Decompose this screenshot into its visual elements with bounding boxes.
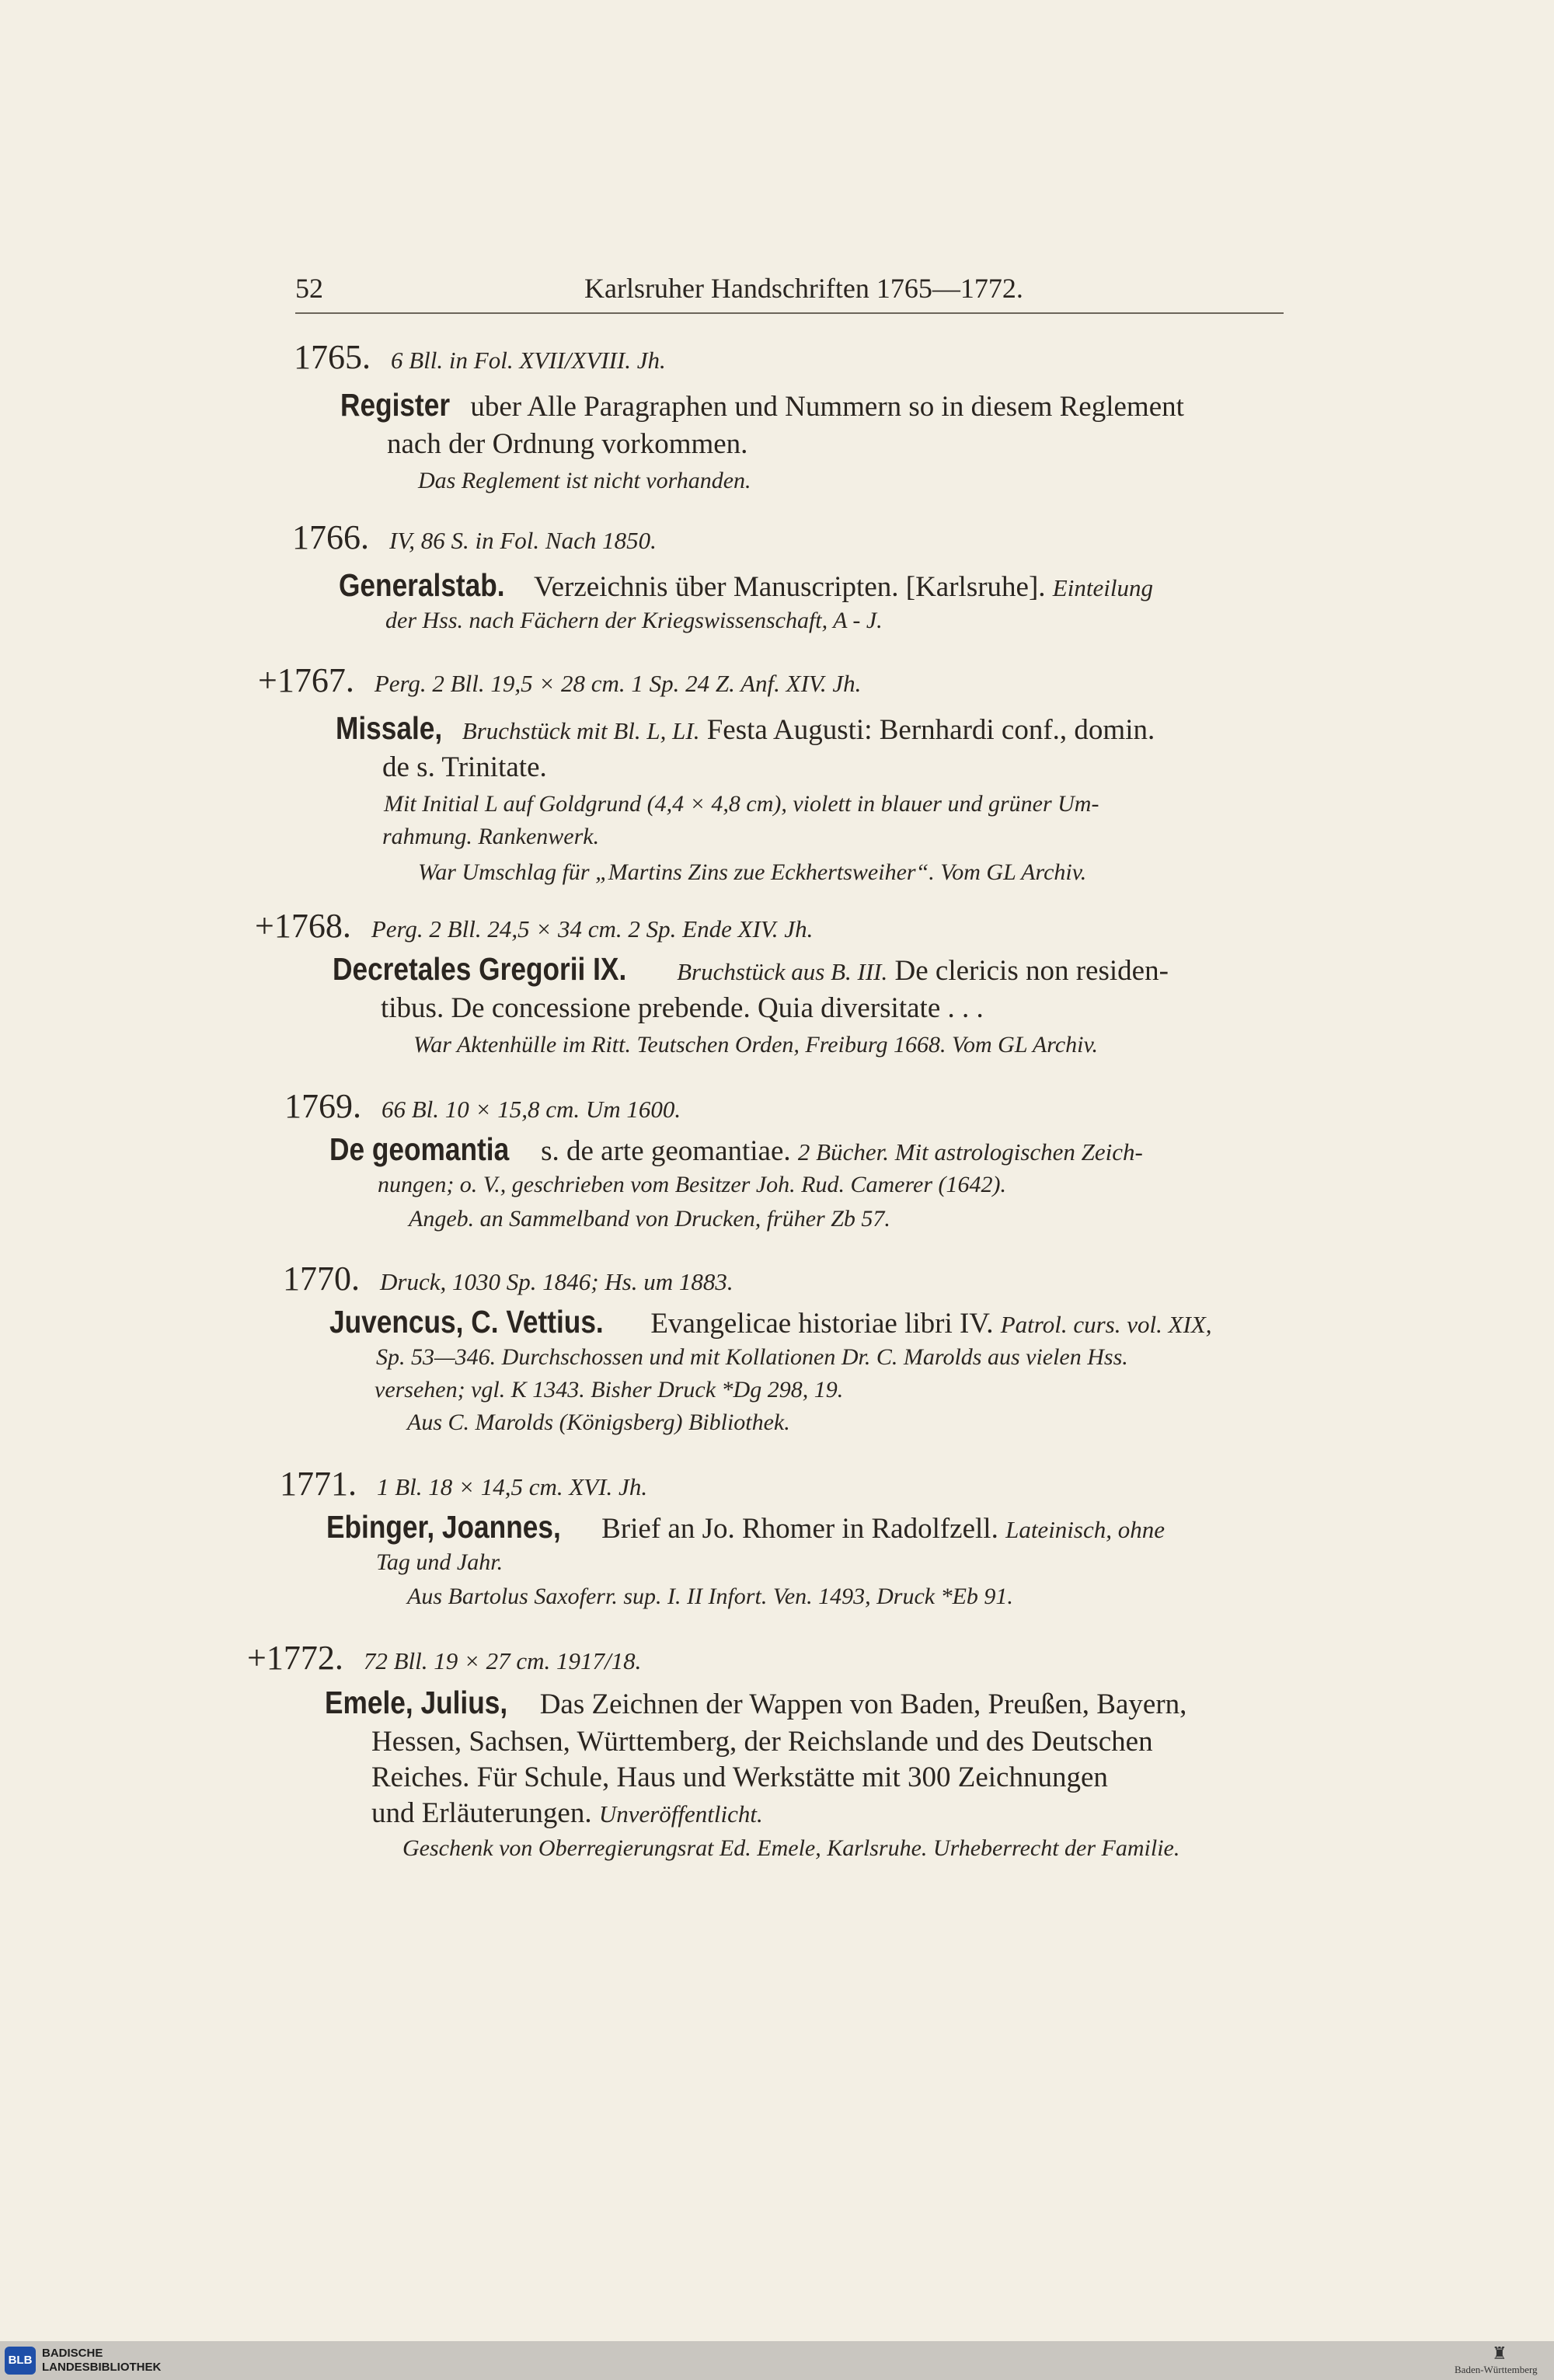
entry-title-line: De geomantia s. de arte geomantiae. 2 Bücher. Mit astrologischen Zeich-: [329, 1131, 1143, 1167]
baden-wuerttemberg-logo: ♜ Baden-Württemberg: [1455, 2343, 1538, 2375]
entry-heading: De geomantia: [329, 1131, 510, 1167]
entry-title-line: Missale, Bruchstück mit Bl. L, LI. Festa Augusti: Bernhardi conf., domin.: [336, 710, 1155, 746]
entry-note: rahmung. Rankenwerk.: [382, 824, 600, 849]
entry-title-line: Juvencus, C. Vettius. Evangelicae historiae libri IV. Patrol. curs. vol. XIX,: [329, 1304, 1212, 1340]
entry-provenance: War Aktenhülle im Ritt. Teutschen Orden, Freiburg 1668. Vom GL Archiv.: [413, 1032, 1099, 1058]
entry-title-line: tibus. De concessione prebende. Quia diversitate . . .: [381, 992, 984, 1024]
entry-heading: Ebinger, Joannes,: [326, 1509, 561, 1545]
blb-logo: BLB: [5, 2347, 36, 2375]
entry-note: versehen; vgl. K 1343. Bisher Druck *Dg 298, 19.: [375, 1377, 844, 1403]
entry-title-line: nach der Ordnung vorkommen.: [387, 428, 748, 460]
library-footer-bar: [0, 2341, 1554, 2380]
entry-title-line: Register uber Alle Paragraphen und Nummern so in diesem Reglement: [340, 387, 1184, 423]
entry-title-line: Hessen, Sachsen, Württemberg, der Reichslande und des Deutschen: [371, 1726, 1153, 1758]
entry-title-line: Ebinger, Joannes, Brief an Jo. Rhomer in Radolfzell. Lateinisch, ohne: [326, 1509, 1165, 1545]
entry-number: +1772. 72 Bll. 19 × 27 cm. 1917/18.: [247, 1639, 642, 1677]
entry-physical-description: 72 Bll. 19 × 27 cm. 1917/18.: [363, 1647, 642, 1674]
entry-heading: Missale,: [336, 710, 443, 746]
entry-title-line: Generalstab. Verzeichnis über Manuscripten. [Karlsruhe]. Einteilung: [339, 567, 1153, 603]
entry-note: nungen; o. V., geschrieben vom Besitzer Joh. Rud. Camerer (1642).: [378, 1172, 1007, 1197]
entry-provenance: War Umschlag für „Martins Zins zue Eckhertsweiher“. Vom GL Archiv.: [418, 859, 1087, 885]
entry-provenance: Geschenk von Oberregierungsrat Ed. Emele, Karlsruhe. Urheberrecht der Familie.: [402, 1835, 1180, 1861]
entry-number: +1768. Perg. 2 Bll. 24,5 × 34 cm. 2 Sp. Ende XIV. Jh.: [255, 907, 814, 945]
entry-number: 1771. 1 Bl. 18 × 14,5 cm. XVI. Jh.: [280, 1465, 648, 1503]
entry-heading: Juvencus, C. Vettius.: [329, 1304, 604, 1340]
entry-number: 1765. 6 Bll. in Fol. XVII/XVIII. Jh.: [294, 338, 666, 376]
entry-title-line: Reiches. Für Schule, Haus und Werkstätte mit 300 Zeichnungen: [371, 1761, 1108, 1793]
entry-note: der Hss. nach Fächern der Kriegswissenschaft, A - J.: [385, 608, 883, 633]
library-name: BADISCHE LANDESBIBLIOTHEK: [42, 2347, 162, 2374]
crest-icon: ♜: [1492, 2343, 1507, 2363]
entry-number: 1766. IV, 86 S. in Fol. Nach 1850.: [292, 518, 657, 556]
page-number: 52: [295, 273, 323, 304]
entry-physical-description: IV, 86 S. in Fol. Nach 1850.: [389, 527, 657, 554]
entry-heading: Generalstab.: [339, 567, 505, 603]
entry-title-line: Decretales Gregorii IX. Bruchstück aus B. III. De clericis non residen-: [333, 951, 1169, 987]
entry-number: +1767. Perg. 2 Bll. 19,5 × 28 cm. 1 Sp. 24 Z. Anf. XIV. Jh.: [258, 661, 862, 699]
entry-physical-description: Druck, 1030 Sp. 1846; Hs. um 1883.: [380, 1268, 733, 1295]
entry-physical-description: Perg. 2 Bll. 24,5 × 34 cm. 2 Sp. Ende XIV. Jh.: [371, 915, 814, 943]
entry-note: Sp. 53—346. Durchschossen und mit Kollationen Dr. C. Marolds aus vielen Hss.: [376, 1344, 1128, 1370]
entry-provenance: Aus Bartolus Saxoferr. sup. I. II Infort. Ven. 1493, Druck *Eb 91.: [407, 1584, 1013, 1609]
entry-heading: Register: [340, 387, 451, 423]
entry-heading: Decretales Gregorii IX.: [333, 951, 627, 987]
running-header: [295, 272, 1284, 314]
entry-heading: Emele, Julius,: [325, 1685, 508, 1720]
entry-title-line: de s. Trinitate.: [382, 751, 547, 783]
entry-physical-description: 6 Bll. in Fol. XVII/XVIII. Jh.: [391, 347, 666, 374]
entry-title-line: und Erläuterungen. Unveröffentlicht.: [371, 1797, 763, 1829]
entry-note: Das Reglement ist nicht vorhanden.: [418, 468, 751, 493]
entry-note: Mit Initial L auf Goldgrund (4,4 × 4,8 cm), violett in blauer und grüner Um-: [384, 791, 1099, 817]
entry-provenance: Aus C. Marolds (Königsberg) Bibliothek.: [407, 1410, 790, 1435]
entry-physical-description: 66 Bl. 10 × 15,8 cm. Um 1600.: [382, 1096, 681, 1123]
entry-physical-description: 1 Bl. 18 × 14,5 cm. XVI. Jh.: [377, 1473, 648, 1500]
entry-provenance: Angeb. an Sammelband von Drucken, früher Zb 57.: [409, 1206, 890, 1232]
running-title: Karlsruher Handschriften 1765—1772.: [584, 273, 1023, 304]
entry-number: 1769. 66 Bl. 10 × 15,8 cm. Um 1600.: [284, 1087, 681, 1125]
entry-note: Tag und Jahr.: [376, 1549, 503, 1575]
entry-number: 1770. Druck, 1030 Sp. 1846; Hs. um 1883.: [283, 1260, 733, 1298]
entry-physical-description: Perg. 2 Bll. 19,5 × 28 cm. 1 Sp. 24 Z. Anf. XIV. Jh.: [374, 670, 862, 697]
entry-title-line: Emele, Julius, Das Zeichnen der Wappen von Baden, Preußen, Bayern,: [325, 1685, 1187, 1720]
